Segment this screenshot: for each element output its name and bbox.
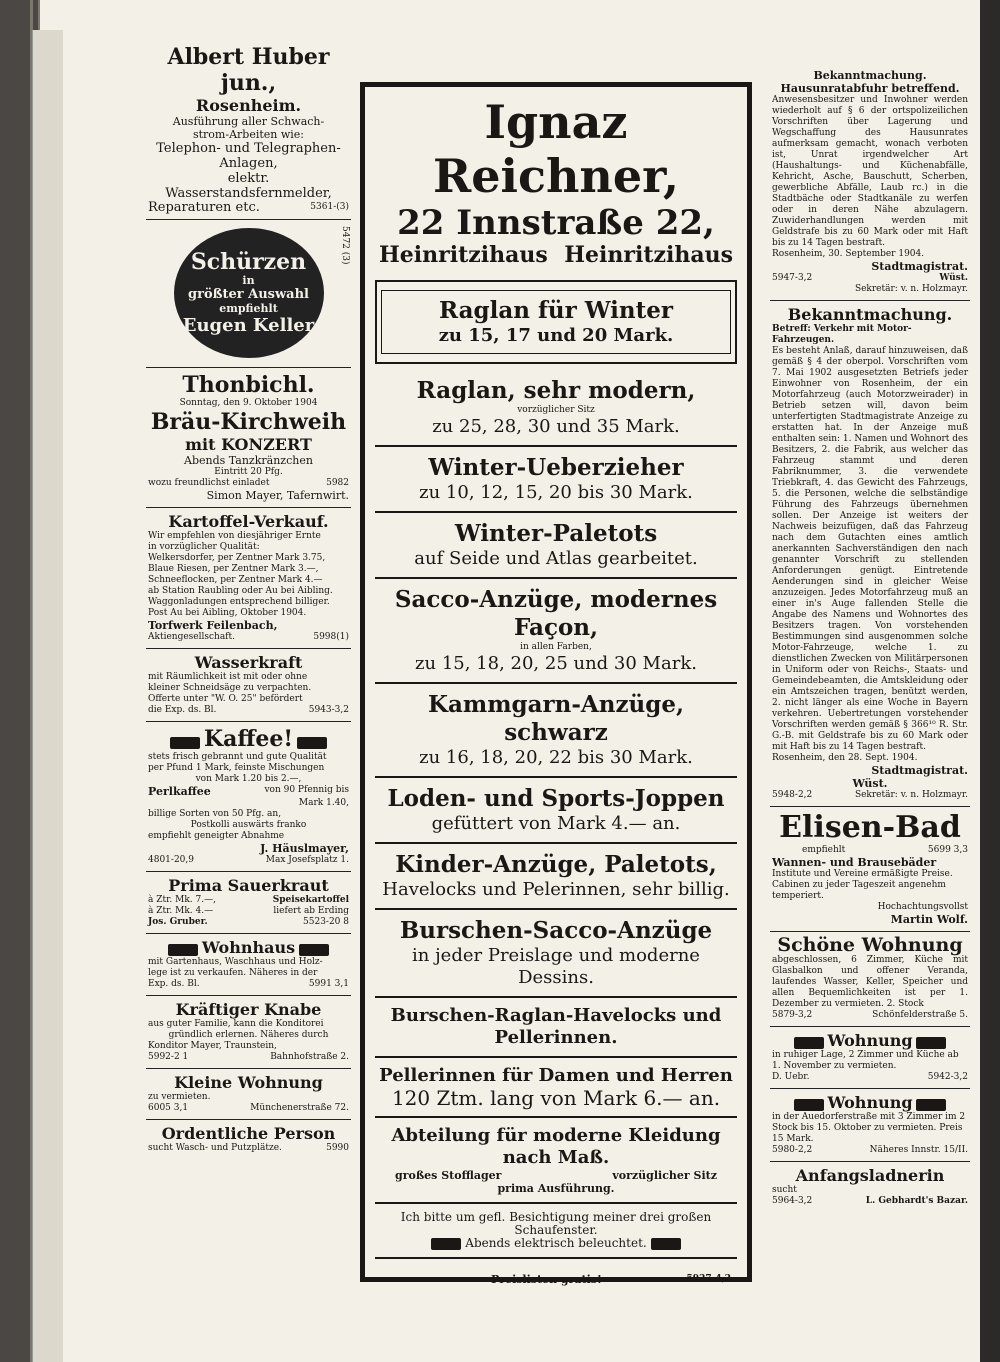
ad-text: in ruhiger Lage, 2 Zimmer und Küche ab 1. November zu vermieten. (772, 1050, 959, 1071)
ad-huber (146, 40, 351, 220)
ad-title: Ignaz Reichner, (432, 95, 680, 203)
ad-line: Waggonladungen entsprechend billiger. (148, 597, 330, 607)
ad-line: mit Gartenhaus, Waschhaus und Holz- (148, 957, 323, 967)
notice-subtitle: Hausunratabfuhr betreffend. (780, 82, 960, 95)
ad-line: strom-Arbeiten wie: (192, 128, 305, 141)
ad-code: 5992-2 1 (148, 1052, 189, 1062)
ad-line: Mark 1.40, (298, 798, 349, 808)
ad-wohnhaus (146, 934, 351, 996)
ad-line: Sonntag, den 9. Oktober 1904 (179, 398, 318, 408)
ad-code: 5990 (326, 1143, 349, 1153)
notice-hausunrat (770, 65, 970, 301)
item-heading: Pellerinnen für Damen und Herren (379, 1065, 733, 1086)
ad-kartoffel (146, 508, 351, 649)
ad-line: sucht Wasch- und Putzplätze. (148, 1143, 282, 1153)
notice-signature: Wüst. (852, 777, 888, 790)
ad-line: gründlich erlernen. Näheres durch (168, 1030, 329, 1040)
notice-text: Anwesensbesitzer und Inwohner werden wiederholt auf § 6 der ortspolizeilichen Vorschriften über Lagerung und Wegschaffung des Hausunrates aufmerksam gemacht, wonach verboten ist, Unrat irgendwelcher Art (Haushaltungs- und Küchenabfälle, Kehricht, Asche, Bauschutt, Scherben, gewerbliche Abfälle, Laub rc.) in die Stadtbäche oder Stadtkanäle zu werfen oder in deren Nähe abzulagern. Zuwiderhandlungen werden mit Geldstrafe bis zu 60 Mark oder mit Haft bis zu 14 Tagen bestraft. (772, 95, 968, 248)
item-note: prima Ausführung. (497, 1182, 615, 1195)
item-price: zu 16, 18, 20, 22 bis 30 Mark. (419, 747, 693, 768)
ad-item-tailoring (375, 1118, 737, 1204)
ad-line: Ausführung aller Schwach- (172, 115, 325, 128)
left-column (146, 40, 351, 1159)
underlying-pages (32, 30, 63, 1362)
pointing-hand-icon (299, 944, 329, 956)
pointing-hand-icon (297, 737, 327, 749)
ad-line: Reparaturen etc. (148, 200, 260, 215)
pointing-hand-icon (916, 1037, 946, 1049)
item-note: in allen Farben, (520, 642, 592, 652)
item-price: zu 15, 18, 20, 25 und 30 Mark. (415, 653, 697, 674)
ad-line: Wannen- und Brausebäder (772, 856, 937, 869)
ad-title: Wohnung (827, 1031, 913, 1050)
ad-line: Aktiengesellschaft. (148, 632, 235, 642)
pointing-hand-icon (170, 737, 200, 749)
item-price: 120 Ztm. lang von Mark 6.— an. (391, 1086, 721, 1110)
ad-code: 5947-3,2 (772, 273, 813, 283)
ad-code: 5943-3,2 (308, 705, 349, 715)
pointing-hand-icon (794, 1037, 824, 1049)
ad-line: Münchenerstraße 72. (250, 1103, 349, 1113)
item-note: großes Stofflager (395, 1169, 502, 1182)
ad-line: in (242, 273, 255, 287)
ad-city: Rosenheim. (195, 96, 302, 115)
ad-line: Bahnhofstraße 2. (270, 1052, 349, 1062)
pointing-hand-icon (916, 1099, 946, 1111)
ad-line: die Exp. ds. Bl. (148, 705, 217, 715)
ad-line: Eintritt 20 Pfg. (214, 467, 283, 477)
ad-item (375, 579, 737, 684)
ad-line: empfiehlt (219, 301, 278, 315)
ad-code: 5982 (326, 478, 349, 488)
ad-item-invite (375, 1204, 737, 1259)
ad-line: Max Josefsplatz 1. (265, 855, 349, 865)
scan-border (980, 0, 1000, 1362)
notice-authority: Stadtmagistrat. (871, 764, 968, 777)
notice-date: Rosenheim, den 28. Sept. 1904. (772, 753, 918, 763)
ad-line: stets frisch gebrannt und gute Qualität (148, 752, 327, 762)
ad-code: 5998(1) (313, 632, 349, 642)
ad-code: 5361-(3) (310, 202, 349, 212)
ad-event: Bräu-Kirchweih (150, 409, 347, 435)
ad-person (146, 1120, 351, 1159)
item-heading: Burschen-Raglan-Havelocks und Pellerinnen. (390, 1005, 722, 1048)
ad-line: empfiehlt geneigter Abnahme (148, 831, 285, 841)
ad-thonbichl (146, 368, 351, 508)
ad-title: Wohnung (827, 1093, 913, 1112)
price-list-note: Preislisten gratis! (491, 1273, 602, 1286)
ad-line: aus guter Familie, kann die Konditorei (148, 1019, 324, 1029)
item-price: Havelocks und Pelerinnen, sehr billig. (382, 879, 730, 900)
ad-line: von 90 Pfennig bis (264, 785, 349, 795)
ad-title: Thonbichl. (182, 372, 315, 398)
ad-title: Kaffee! (203, 726, 294, 752)
ad-line: Hochachtungsvollst (877, 902, 968, 912)
ad-title: Kleine Wohnung (174, 1073, 323, 1092)
ad-line: zu vermieten. (148, 1092, 211, 1102)
keller-oval-logo (174, 228, 324, 358)
ad-title: Albert Huber jun., (167, 44, 330, 96)
item-heading: Burschen-Sacco-Anzüge (399, 917, 713, 944)
item-heading: Raglan, sehr modern, (416, 377, 696, 404)
ad-code: 5991 3,1 (308, 979, 349, 989)
ad-signature: J. Häuslmayer, (260, 842, 349, 855)
ad-line: sucht (772, 1185, 797, 1195)
ad-signature: Jos. Gruber. (148, 917, 208, 927)
ad-code: 5472 (3) (340, 226, 350, 265)
ad-code: 5980-2,2 (772, 1145, 813, 1155)
item-heading: Winter-Paletots (454, 520, 658, 547)
ad-item (375, 910, 737, 998)
item-note: vorzüglicher Sitz (517, 405, 595, 415)
notice-authority: Stadtmagistrat. (871, 260, 968, 273)
notice-text: Es besteht Anlaß, darauf hinzuweisen, daß gemäß § 4 der oberpol. Vorschriften vom 7. Mai 1902 ausgesetzten Betriefs jeder Einwohner von Rosenheim, der ein Motorfahrzeug (auch Motorzweirader) in Betrieb setzen will, davon beim unterfertigten Stadtmagistrate Anzeige zu erstatten hat. In der Anzeige muß enthalten sein: 1. Namen und Wohnort des Besitzers, 2. die Fabrik, aus welcher das Fahrzeug stammt und deren Fabriknummer, 3. die verwendete Triebkraft, 4. das Gewicht des Fahrzeugs, 5. die Personen, welche die selbständige Führung des Fahrzeugs übernehmen sollen. Der Anzeige ist weiters der Nachweis beizufügen, daß das Fahrzeug nach dem Gutachten eines amtlich anerkannten Sachverständigen den nach genannter Vorschrift zu stellenden Anforderungen genügt. Eintretende Aenderungen sind in gleicher Weise anzuzeigen. Jedes Motorfahrzeug muß an einer in's Auge fallenden Stelle die Angabe des Namens und Wohnortes des Besitzers tragen. Von vorstehenden Bestimmungen sind ausgenommen solche Motor-Fahrzeuge, welche 1. zu dienstlichen Zwecken von Militärpersonen in Uniform oder von Reichs-, Staats- und Gemeindebeamten, die Amtskleidung oder ein Amtszeichen tragen, benützt werden, 2. nicht länger als eine Woche in Bayern verkehren. Uebertretungen vorstehender Vorschriften werden gemäß § 366¹⁰ R. Str. G.-B. mit Geldstrafe bis zu 60 Mark oder mit Haft bis zu 14 Tagen bestraft. (772, 346, 968, 752)
pointing-hand-icon (431, 1238, 461, 1250)
ad-line: Näheres Innstr. 15/II. (869, 1145, 968, 1155)
right-column (770, 65, 970, 1212)
ad-line: Postkolli auswärts franko (190, 820, 307, 830)
ad-code: 5879-3,2 (772, 1010, 813, 1020)
ad-line: Institute und Vereine ermäßigte Preise. (772, 869, 953, 879)
ad-line: in vorzüglicher Qualität: (148, 542, 260, 552)
ad-wasserkraft (146, 649, 351, 722)
ad-anfangsladnerin (770, 1162, 970, 1212)
ad-line: Schönfelderstraße 5. (872, 1010, 968, 1020)
ad-title: Kräftiger Knabe (175, 1000, 322, 1019)
item-note: Ich bitte um gefl. Besichtigung meiner drei großen Schaufenster. (400, 1210, 712, 1237)
item-price: zu 15, 17 und 20 Mark. (438, 325, 674, 346)
ad-code: 6005 3,1 (148, 1103, 189, 1113)
ad-signature: Martin Wolf. (890, 913, 968, 926)
item-heading: Abteilung für moderne Kleidung nach Maß. (391, 1125, 721, 1168)
ad-text: in der Auedorferstraße mit 3 Zimmer im 2 Stock bis 15. Oktober zu vermieten. Preis 15 Mark. (772, 1112, 966, 1144)
ad-line: Anlagen, (219, 156, 278, 171)
ad-code: 5699 3,3 (927, 845, 968, 855)
ad-code: 5523-20 8 (303, 917, 349, 927)
ad-code: 4801-20,9 (148, 855, 194, 865)
ad-line: Offerte unter "W. O. 25" befördert (148, 694, 303, 704)
item-note: vorzüglicher Sitz (612, 1169, 717, 1182)
ad-title: Schöne Wohnung (777, 934, 963, 956)
item-heading: Sacco-Anzüge, modernes Façon, (394, 586, 718, 641)
ad-line: Perlkaffee (148, 785, 211, 798)
building-name: Heinritzihaus (379, 242, 548, 268)
pointing-hand-icon (794, 1099, 824, 1111)
ad-line: Wir empfehlen von diesjähriger Ernte (148, 531, 321, 541)
item-heading: Loden- und Sports-Joppen (387, 785, 725, 812)
ad-wohnung-2 (770, 1089, 970, 1162)
notice-title: Bekanntmachung. (813, 69, 927, 82)
notice-subtitle: Betreff: Verkehr mit Motor-Fahrzeugen. (772, 324, 912, 345)
ad-title: Prima Sauerkraut (168, 876, 329, 895)
ad-line: liefert ab Erding (273, 906, 349, 916)
ad-firm: Torfwerk Feilenbach, (148, 619, 278, 632)
item-price: zu 25, 28, 30 und 35 Mark. (432, 416, 680, 437)
pointing-hand-icon (651, 1238, 681, 1250)
ad-line: Abends Tanzkränzchen (184, 454, 313, 467)
ad-line: Exp. ds. Bl. (148, 979, 200, 989)
ad-item (375, 778, 737, 844)
reichner-advertisement (360, 82, 752, 1292)
ad-line: wozu freundlichst einladet (148, 478, 270, 488)
ad-code: 5948-2,2 (772, 790, 813, 800)
ad-line: von Mark 1.20 bis 2.—, (195, 774, 302, 784)
ad-line: ab Station Raubling oder Au bei Aibling. (148, 586, 333, 596)
ad-line: Welkersdorfer, per Zentner Mark 3.75, (148, 553, 326, 563)
ad-item (375, 513, 737, 579)
item-price: auf Seide und Atlas gearbeitet. (414, 548, 698, 569)
ad-line: Post Au bei Aibling, Oktober 1904. (148, 608, 307, 618)
building-name: Heinritzihaus (564, 242, 733, 268)
ad-keller (146, 220, 351, 368)
ad-line: billige Sorten von 50 Pfg. an, (148, 809, 282, 819)
ad-line: lege ist zu verkaufen. Näheres in der (148, 968, 318, 978)
ad-schoene-wohnung (770, 932, 970, 1027)
item-heading: Raglan für Winter (439, 297, 673, 324)
heinritzihaus-row (375, 243, 737, 272)
ad-line: Konditor Mayer, Traunstein, (148, 1041, 277, 1051)
ad-line: Speisekartoffel (272, 895, 349, 905)
ad-code: 5927-4,2 (686, 1274, 731, 1284)
ad-item (375, 1058, 737, 1118)
ad-kleine-wohnung (146, 1069, 351, 1120)
item-heading: Kammgarn-Anzüge, schwarz (427, 691, 684, 746)
ad-line: kleiner Schneidsäge zu verpachten. (148, 683, 312, 693)
ad-text: abgeschlossen, 6 Zimmer, Küche mit Glasbalkon und offener Veranda, laufendes Wasser, Keller, Speicher und allen Bequemlichkeiten ist per 1. Dezember zu vermieten. 2. Stock (772, 955, 968, 1009)
ad-item (375, 447, 737, 513)
raglan-box (375, 280, 737, 364)
ad-title: Anfangsladnerin (795, 1166, 945, 1185)
ad-item (375, 684, 737, 778)
item-price: gefüttert von Mark 4.— an. (431, 813, 681, 834)
ad-item (375, 370, 737, 447)
ad-line: Blaue Riesen, per Zentner Mark 3.—, (148, 564, 319, 574)
ad-line: per Pfund 1 Mark, feinste Mischungen (148, 763, 325, 773)
ad-title: Kartoffel-Verkauf. (168, 512, 329, 531)
ad-signature: Simon Mayer, Tafernwirt. (206, 489, 349, 502)
notice-signature: Wüst. (939, 273, 968, 283)
ad-sauerkraut (146, 872, 351, 934)
ad-code: 5964-3,2 (772, 1196, 813, 1206)
ad-line: à Ztr. Mk. 4.— (148, 906, 214, 916)
ad-signature: D. Uebr. (772, 1072, 810, 1082)
ad-address: 22 Innstraße 22, (397, 203, 715, 243)
item-price: in jeder Preislage und moderne Dessins. (412, 945, 700, 988)
ad-line: elektr. Wasserstandsfernmelder, (165, 171, 332, 201)
ad-title: Wasserkraft (194, 653, 303, 672)
ad-kaffee (146, 722, 351, 872)
ad-frame (360, 82, 752, 1286)
ad-line: Telephon- und Telegraphen- (156, 141, 341, 156)
notice-date: Rosenheim, 30. September 1904. (772, 249, 925, 259)
ad-code: 5942-3,2 (927, 1072, 968, 1082)
notice-secretary: Sekretär: v. n. Holzmayr. (854, 284, 968, 294)
ad-line: Cabinen zu jeder Tageszeit angenehm temperiert. (772, 880, 946, 901)
item-heading: Kinder-Anzüge, Paletots, (395, 851, 717, 878)
item-note: Abends elektrisch beleuchtet. (465, 1236, 647, 1250)
ad-name: Eugen Keller (182, 314, 315, 336)
ad-knabe (146, 996, 351, 1069)
pointing-hand-icon (168, 944, 198, 956)
notice-motor (770, 301, 970, 807)
ad-elisenbad (770, 807, 970, 932)
ad-title: Wohnhaus (201, 938, 296, 957)
ad-line: à Ztr. Mk. 7.—, (148, 895, 216, 905)
notice-title: Bekanntmachung. (787, 305, 953, 324)
ad-title: Schürzen (190, 248, 307, 275)
ad-item (375, 844, 737, 910)
ad-title: Ordentliche Person (161, 1124, 336, 1143)
ad-signature: L. Gebhardt's Bazar. (865, 1196, 968, 1206)
ad-line: mit KONZERT (185, 435, 312, 454)
ad-line: größter Auswahl (188, 286, 309, 302)
ad-wohnung-1 (770, 1027, 970, 1089)
ad-line: mit Räumlichkeit ist mit oder ohne (148, 672, 308, 682)
ad-line: empfiehlt (802, 845, 846, 855)
ad-title: Elisen-Bad (779, 810, 961, 845)
notice-secretary: Sekretär: v. n. Holzmayr. (854, 790, 968, 800)
item-price: zu 10, 12, 15, 20 bis 30 Mark. (419, 482, 693, 503)
item-heading: Winter-Ueberzieher (428, 454, 684, 481)
ad-item (375, 998, 737, 1058)
ad-line: Schneeflocken, per Zentner Mark 4.— (148, 575, 323, 585)
